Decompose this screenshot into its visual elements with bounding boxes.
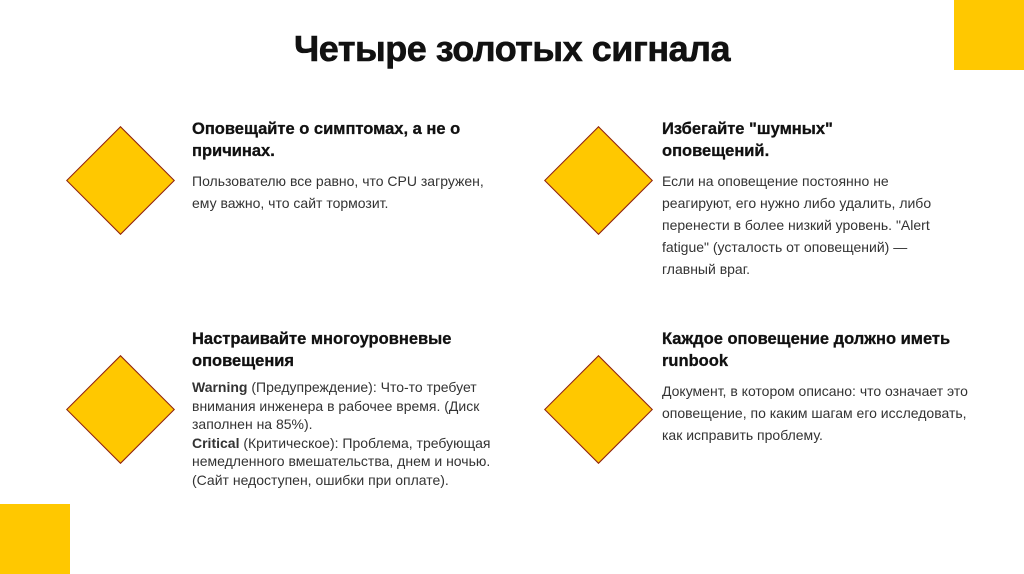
card-runbook (662, 328, 972, 446)
card-text: Документ, в котором описано: что означает это оповещение, по каким шагам его исследовать, как исправить проблему. (662, 383, 968, 443)
card-noisy-alerts (662, 118, 962, 280)
card-heading: Каждое оповещение должно иметь runbook (662, 330, 951, 370)
critical-text: (Критическое): Проблема, требующая немедленного вмешательства, днем и ночью. (Сайт недоступен, ошибки при оплате). (192, 434, 491, 488)
warning-label: Warning (192, 379, 248, 395)
diamond-icon (544, 126, 653, 235)
card-text (192, 378, 510, 489)
diamond-icon (66, 126, 175, 235)
card-heading: Настраивайте многоуровневые оповещения (192, 330, 452, 370)
card-multilevel-alerts (192, 328, 510, 489)
card-heading: Оповещайте о симптомах, а не о причинах. (192, 120, 461, 160)
diamond-icon (66, 355, 175, 464)
card-symptoms (192, 118, 492, 214)
warning-text: (Предупреждение): Что-то требует внимания инженера в рабочее время. (Диск заполнен на 85%). (192, 379, 480, 432)
page-title: Четыре золотых сигнала (293, 28, 730, 69)
card-heading: Избегайте "шумных" оповещений. (662, 120, 833, 160)
critical-label: Critical (192, 434, 240, 451)
card-text: Пользователю все равно, что CPU загружен, ему важно, что сайт тормозит. (192, 173, 484, 211)
diamond-icon (544, 355, 653, 464)
corner-accent-bottom-left (0, 504, 70, 574)
card-text: Если на оповещение постоянно не реагируют, его нужно либо удалить, либо перенести в более низкий уровень. "Alert fatigue" (усталость от оповещений) — главный враг. (662, 173, 932, 277)
